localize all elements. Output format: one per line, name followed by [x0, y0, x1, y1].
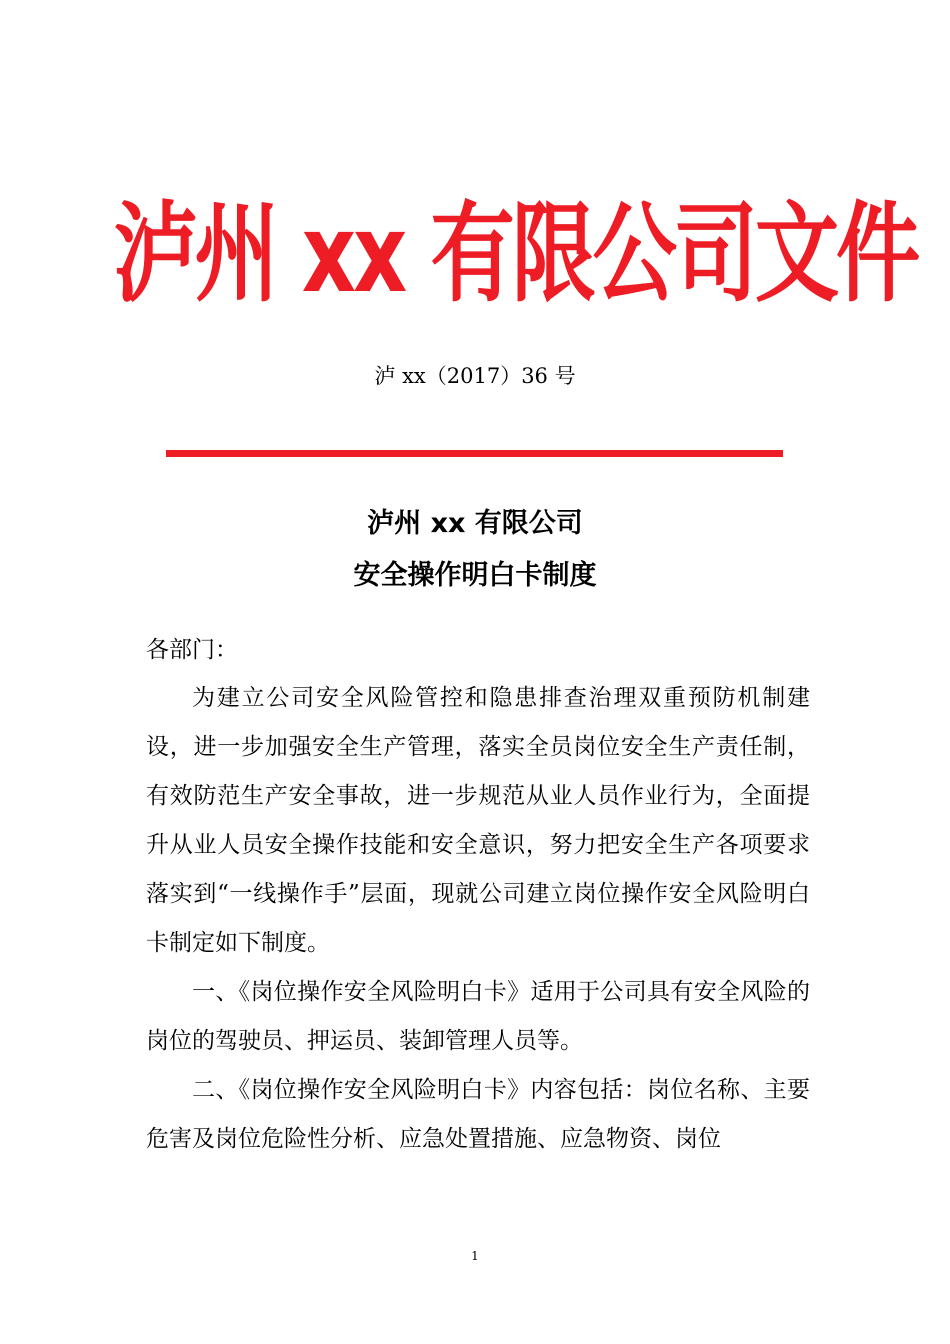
document-number: 泸 xx（2017）36 号 [374, 364, 576, 388]
masthead-text: 泸州 xx 有限公司文件 [113, 192, 918, 317]
document-title-line1: 泸州 xx 有限公司 [367, 508, 583, 539]
salutation: 各部门： [146, 637, 238, 663]
body-text [146, 674, 810, 1164]
red-divider-rule [166, 450, 783, 457]
paragraph: 一、《岗位操作安全风险明白卡》适用于公司具有安全风险的岗位的驾驶员、押运员、装卸管理人员等。 [146, 979, 810, 1054]
page-number: 1 [471, 1249, 479, 1263]
masthead-title [0, 192, 950, 317]
paragraph: 为建立公司安全风险管控和隐患排查治理双重预防机制建设，进一步加强安全生产管理，落实全员岗位安全生产责任制，有效防范生产安全事故，进一步规范从业人员作业行为，全面提升从业人员安全操作技能和安全意识，努力把安全生产各项要求落实到“一线操作手”层面，现就公司建立岗位操作安全风险明白卡制定如下制度。 [146, 685, 810, 956]
document-title-line2: 安全操作明白卡制度 [353, 560, 597, 591]
paragraph: 二、《岗位操作安全风险明白卡》内容包括：岗位名称、主要危害及岗位危险性分析、应急处置措施、应急物资、岗位 [146, 1077, 810, 1152]
